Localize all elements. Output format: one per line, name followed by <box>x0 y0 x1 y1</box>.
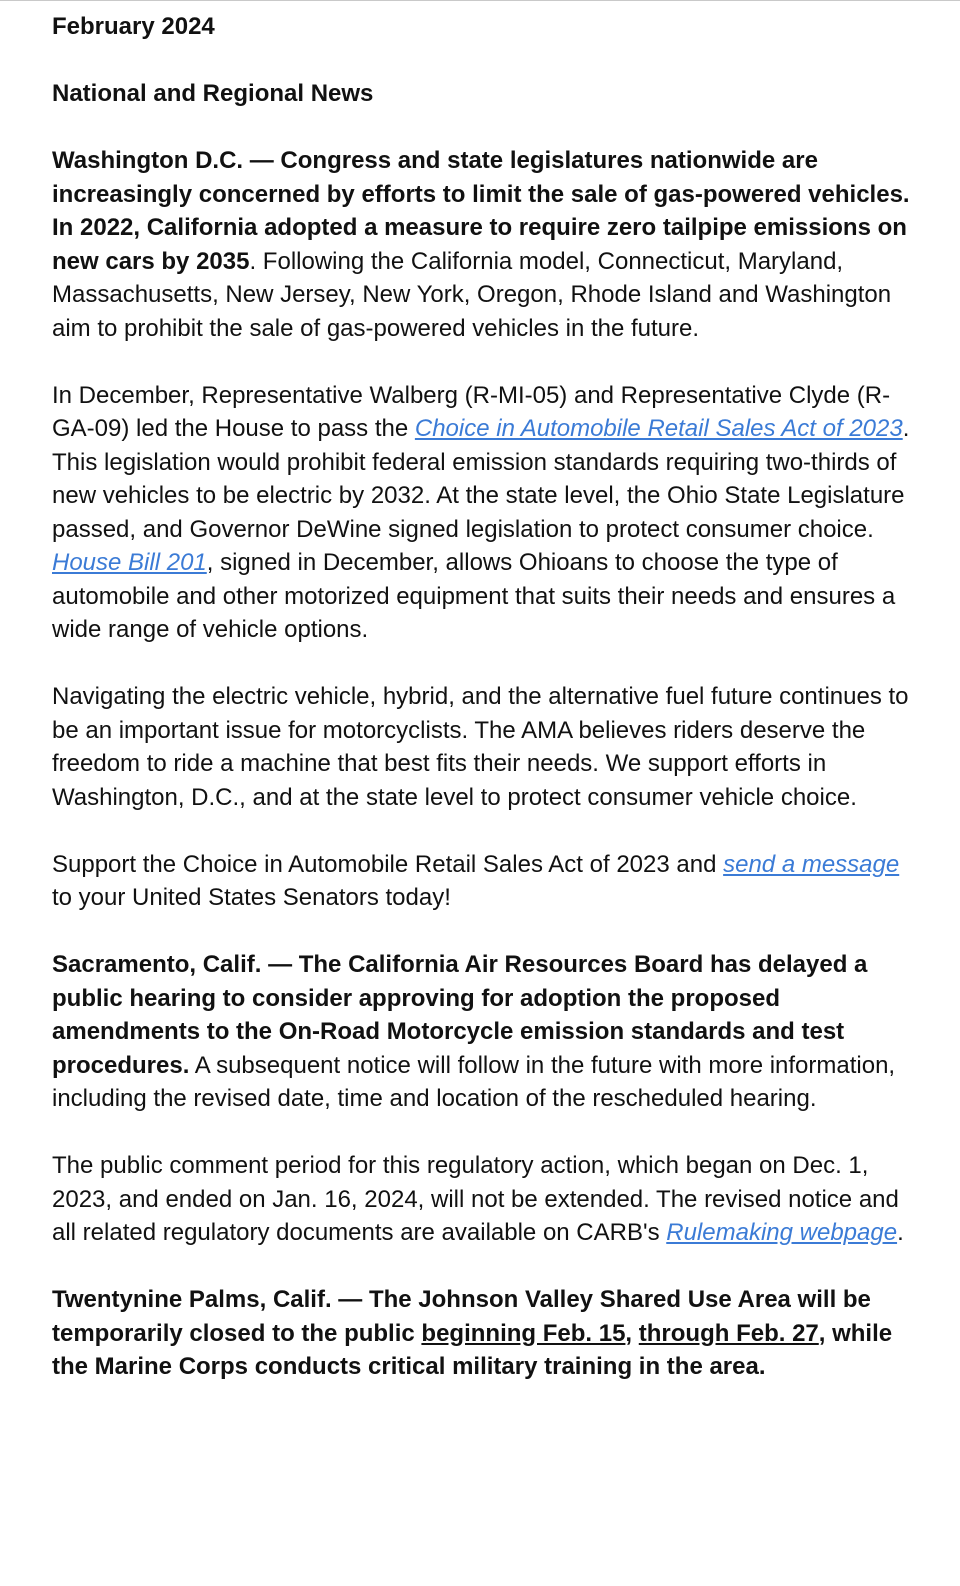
story-washington-p4-text-b: to your United States Senators today! <box>52 884 451 911</box>
send-message-link[interactable]: send a message <box>723 850 900 878</box>
closure-end-date: through Feb. 27 <box>638 1319 819 1347</box>
story-sacramento-p2-text-b: . <box>897 1219 904 1246</box>
issue-date: February 2024 <box>52 13 215 40</box>
story-washington-p2 <box>52 379 912 647</box>
newsletter-content <box>52 10 912 1384</box>
story-sacramento-p2-text-a: The public comment period for this regulatory action, which began on Dec. 1, 2023, and ended on Jan. 16, 2024, will not be extended. The revised notice and all related regulatory documents are available on CARB's <box>52 1152 899 1246</box>
story-washington-p4-text-a: Support the Choice in Automobile Retail Sales Act of 2023 and <box>52 850 724 878</box>
closure-start-date: beginning Feb. 15 <box>421 1319 626 1347</box>
story-twentynine-palms-text-a: Twentynine Palms, Calif. — The Johnson Valley Shared Use Area will be temporarily closed to the public <box>52 1286 871 1347</box>
story-washington-p2-text-c: , signed in December, allows Ohioans to choose the type of automobile and other motorized equipment that suits their needs and ensures a wide range of vehicle options. <box>52 549 896 643</box>
story-washington-p2-text-b: . This legislation would prohibit federal emission standards requiring two-thirds of new vehicles to be electric by 2032. At the state level, the Ohio State Legislature passed, and Governor DeWine signed legislation to protect consumer choice. <box>52 415 910 543</box>
story-sacramento-p2 <box>52 1149 912 1250</box>
story-washington-lead: Washington D.C. — Congress and state legislatures nationwide are increasingly concerned by efforts to limit the sale of gas-powered vehicles. In 2022, California adopted a measure to require zero tailpipe emissions on new cars by 2035 <box>52 147 910 275</box>
story-washington-p4 <box>52 848 912 915</box>
story-washington-body: . Following the California model, Connecticut, Maryland, Massachusetts, New Jersey, New York, Oregon, Rhode Island and Washington aim to prohibit the sale of gas-powered vehicles in the future. <box>52 247 892 342</box>
story-washington-p2-text-a: In December, Representative Walberg (R-MI-05) and Representative Clyde (R-GA-09) led the House to pass the <box>52 381 891 442</box>
story-sacramento-lead: Sacramento, Calif. — The California Air Resources Board has delayed a public hearing to consider approving for adoption the proposed amendments to the On-Road Motorcycle emission standards and test procedures. <box>52 951 868 1079</box>
story-washington-p1 <box>52 144 912 345</box>
story-twentynine-palms-text-c: , while the Marine Corps conducts critical military training in the area. <box>52 1319 893 1380</box>
section-title: National and Regional News <box>52 80 374 107</box>
story-twentynine-palms <box>52 1283 912 1384</box>
story-washington-p3: Navigating the electric vehicle, hybrid, and the alternative fuel future continues to be an important issue for motorcyclists. The AMA believes riders deserve the freedom to ride a machine that best fits their needs. We support efforts in Washington, D.C., and at the state level to protect consumer vehicle choice. <box>52 683 909 811</box>
choice-act-link[interactable]: Choice in Automobile Retail Sales Act of 2023 <box>414 415 903 442</box>
house-bill-201-link[interactable]: House Bill 201 <box>52 549 207 576</box>
story-sacramento-body: A subsequent notice will follow in the future with more information, including the revised date, time and location of the rescheduled hearing. <box>52 1051 896 1112</box>
story-twentynine-palms-text-b: , <box>625 1319 639 1347</box>
rulemaking-webpage-link[interactable]: Rulemaking webpage <box>666 1219 898 1246</box>
story-sacramento-p1 <box>52 948 912 1116</box>
